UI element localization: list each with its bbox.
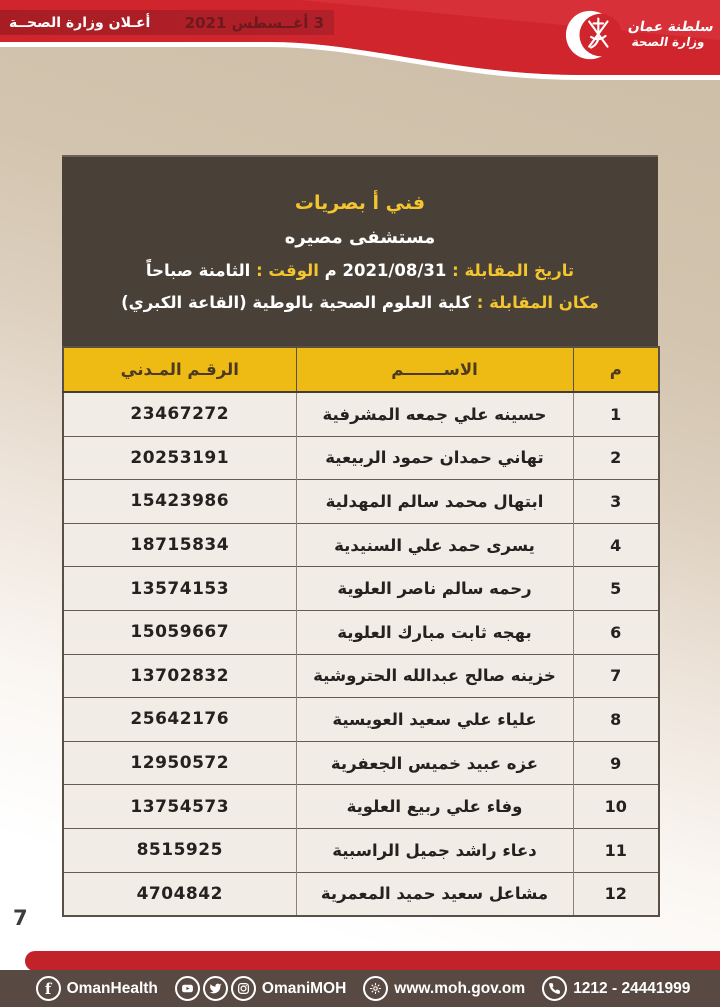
facebook-group (36, 976, 158, 1001)
interview-date-value: 2021/08/31 م (324, 260, 447, 280)
civil-id-cell: 12950572 (63, 741, 296, 785)
footer-red-strip (25, 951, 720, 971)
interview-details-card (62, 155, 658, 346)
page-number: 7 (13, 906, 28, 930)
civil-id-cell: 4704842 (63, 872, 296, 916)
phone-group (542, 976, 690, 1001)
civil-id-cell: 13702832 (63, 654, 296, 698)
website-group (363, 976, 525, 1001)
youtube-icon (175, 976, 200, 1001)
applicants-table (62, 346, 660, 917)
civil-id-cell: 18715834 (63, 523, 296, 567)
announcement-label: أعـلان وزارة الصحــة (9, 14, 151, 31)
social-group (175, 976, 346, 1001)
row-number-cell: 5 (573, 567, 659, 611)
interview-location-line (121, 293, 599, 312)
row-number-cell: 4 (573, 523, 659, 567)
applicant-name-cell: يسرى حمد علي السنيدية (296, 523, 573, 567)
civil-id-cell: 13574153 (63, 567, 296, 611)
row-number-cell: 12 (573, 872, 659, 916)
table-row (63, 698, 659, 742)
ministry-logo (564, 5, 715, 65)
applicant-name-cell: ابتهال محمد سالم المهدلية (296, 480, 573, 524)
applicant-name-cell: عزه عبيد خميس الجعفرية (296, 741, 573, 785)
civil-id-cell: 15059667 (63, 610, 296, 654)
row-number-cell: 11 (573, 828, 659, 872)
interview-location-label: مكان المقابلة : (476, 292, 599, 312)
applicant-name-cell: بهجه ثابت مبارك العلوية (296, 610, 573, 654)
row-number-cell: 2 (573, 436, 659, 480)
phone-icon (542, 976, 567, 1001)
website-url: www.moh.gov.om (394, 979, 526, 997)
applicant-name-cell: وفاء علي ربيع العلوية (296, 785, 573, 829)
header-cell-civil-id: الرقـم المـدني (63, 347, 296, 392)
social-handle: OmaniMOH (261, 979, 347, 997)
phone-number: 1212 - 24441999 (573, 979, 691, 997)
facebook-handle: OmanHealth (66, 979, 158, 997)
hospital-name: مستشفى مصيره (284, 226, 436, 248)
row-number-cell: 6 (573, 610, 659, 654)
social-icons (175, 976, 256, 1001)
row-number-cell: 8 (573, 698, 659, 742)
applicant-name-cell: علياء علي سعيد العويسية (296, 698, 573, 742)
table-row (63, 654, 659, 698)
table-row (63, 392, 659, 436)
row-number-cell: 10 (573, 785, 659, 829)
twitter-icon (203, 976, 228, 1001)
civil-id-cell: 13754573 (63, 785, 296, 829)
table-row (63, 567, 659, 611)
civil-id-cell: 15423986 (63, 480, 296, 524)
interview-location-value: كلية العلوم الصحية بالوطية (القاعة الكبري) (121, 292, 472, 312)
globe-icon (363, 976, 388, 1001)
table-row (63, 436, 659, 480)
civil-id-cell: 25642176 (63, 698, 296, 742)
oman-crescent-khanjar-icon (564, 5, 622, 65)
table-row (63, 523, 659, 567)
applicant-rows (63, 392, 659, 916)
applicant-name-cell: تهاني حمدان حمود الربيعية (296, 436, 573, 480)
job-title: فني أ بصريات (294, 191, 426, 214)
interview-date-line (146, 261, 574, 280)
ministry-logo-text (624, 20, 714, 49)
civil-id-cell: 20253191 (63, 436, 296, 480)
header-banner (0, 0, 720, 92)
applicants-table-header (63, 347, 659, 392)
table-row (63, 480, 659, 524)
applicant-name-cell: مشاعل سعيد حميد المعمرية (296, 872, 573, 916)
row-number-cell: 1 (573, 392, 659, 436)
table-row (63, 785, 659, 829)
interview-time-value: الثامنة صباحاً (145, 260, 251, 280)
header-cell-number: م (573, 347, 659, 392)
announcement-date: 3 أغــسطس 2021 (184, 13, 324, 32)
facebook-icon: f (36, 976, 61, 1001)
row-number-cell: 3 (573, 480, 659, 524)
instagram-icon (231, 976, 256, 1001)
row-number-cell: 9 (573, 741, 659, 785)
table-row (63, 872, 659, 916)
civil-id-cell: 8515925 (63, 828, 296, 872)
logo-country-line: سلطنة عمان (626, 19, 715, 36)
table-row (63, 741, 659, 785)
interview-date-label: تاريخ المقابلة : (452, 260, 575, 280)
civil-id-cell: 23467272 (63, 392, 296, 436)
interview-time-label: الوقت : (256, 260, 319, 280)
table-row (63, 828, 659, 872)
row-number-cell: 7 (573, 654, 659, 698)
applicant-name-cell: دعاء راشد جميل الراسبية (296, 828, 573, 872)
applicant-name-cell: حسينه علي جمعه المشرفية (296, 392, 573, 436)
announcement-ribbon (0, 10, 334, 35)
footer-bar (0, 970, 720, 1007)
header-cell-name: الاســـــــم (296, 347, 573, 392)
applicant-name-cell: رحمه سالم ناصر العلوية (296, 567, 573, 611)
logo-ministry-line: وزارة الصحة (630, 34, 706, 49)
applicant-name-cell: خزينه صالح عبدالله الحتروشية (296, 654, 573, 698)
table-row (63, 610, 659, 654)
